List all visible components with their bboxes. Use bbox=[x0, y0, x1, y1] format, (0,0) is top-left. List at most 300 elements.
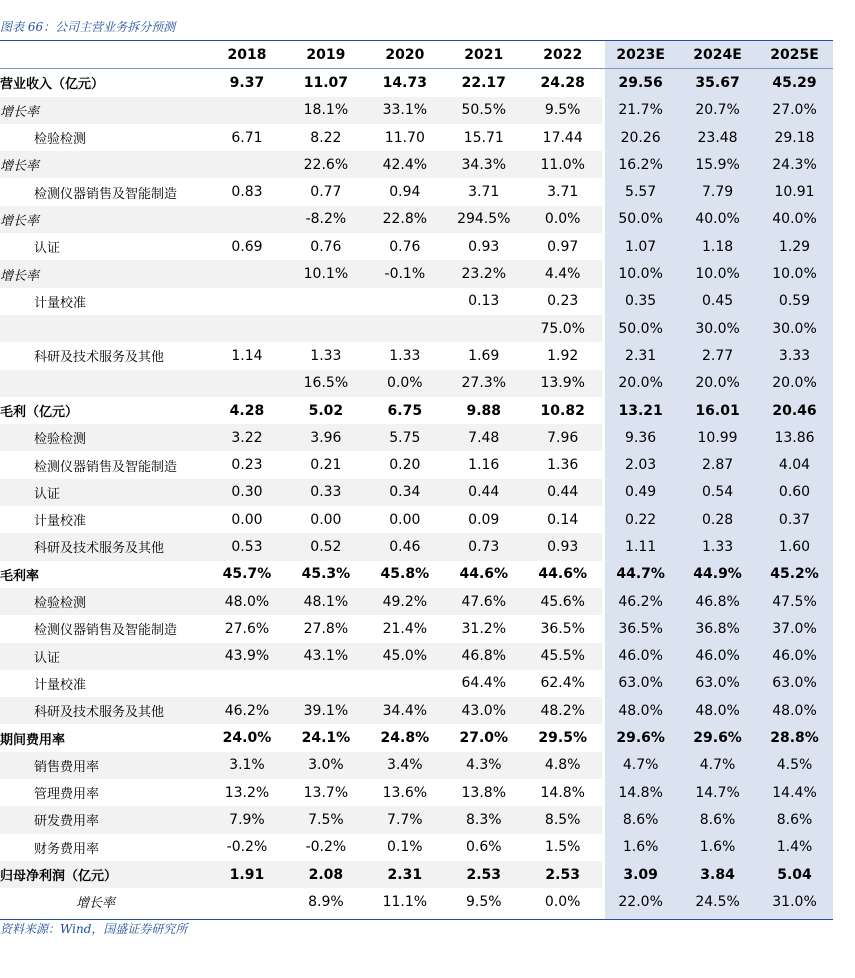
source-note: 资料来源：Wind，国盛证券研究所 bbox=[0, 922, 188, 936]
value-cell: -0.2% bbox=[226, 839, 268, 856]
value-cell: 35.67 bbox=[695, 74, 740, 91]
value-cell: 10.91 bbox=[774, 184, 815, 201]
value-cell: 1.07 bbox=[625, 238, 657, 255]
value-cell: 13.2% bbox=[224, 784, 270, 801]
table-row bbox=[0, 479, 833, 506]
value-cell: 20.7% bbox=[695, 102, 740, 119]
value-cell: 14.4% bbox=[772, 784, 817, 801]
value-cell bbox=[207, 206, 286, 233]
value-cell: 1.18 bbox=[701, 238, 734, 255]
value-cell: 31.2% bbox=[461, 620, 506, 637]
table-row bbox=[0, 451, 833, 478]
value-cell: 24.28 bbox=[540, 74, 585, 91]
value-cell: 13.21 bbox=[618, 402, 663, 419]
value-cell: 50.0% bbox=[618, 211, 663, 228]
value-cell: 1.33 bbox=[310, 347, 342, 364]
value-cell: 5.57 bbox=[625, 184, 657, 201]
value-cell: 33.1% bbox=[365, 97, 444, 124]
row-label: 增长率 bbox=[0, 206, 207, 233]
value-cell: 1.33 bbox=[701, 538, 734, 555]
value-cell: 7.48 bbox=[444, 424, 523, 451]
value-cell: 0.97 bbox=[547, 238, 579, 255]
value-cell: 8.3% bbox=[444, 806, 523, 833]
value-cell: 27.0% bbox=[772, 102, 817, 119]
value-cell: 2.08 bbox=[286, 861, 365, 888]
value-cell: -0.2% bbox=[305, 839, 347, 856]
value-cell: 1.36 bbox=[547, 457, 579, 474]
value-cell: 1.5% bbox=[544, 839, 581, 856]
value-cell: 15.71 bbox=[463, 129, 504, 146]
value-cell bbox=[207, 260, 286, 287]
value-cell: 5.75 bbox=[365, 424, 444, 451]
value-cell: 4.4% bbox=[523, 260, 602, 287]
table-row bbox=[0, 752, 833, 779]
value-cell: 0.94 bbox=[389, 184, 421, 201]
value-cell: 29.56 bbox=[618, 74, 663, 91]
value-cell: 39.1% bbox=[286, 697, 365, 724]
value-cell: 46.8% bbox=[444, 643, 523, 670]
value-cell: 9.36 bbox=[625, 429, 657, 446]
value-cell: 23.48 bbox=[697, 129, 738, 146]
value-cell: 3.0% bbox=[286, 752, 365, 779]
row-label: 财务费用率 bbox=[34, 841, 100, 857]
header-cell: 2018 bbox=[207, 41, 286, 69]
value-cell: 5.02 bbox=[308, 402, 344, 419]
value-cell: 36.5% bbox=[618, 620, 663, 637]
value-cell: 34.4% bbox=[365, 697, 444, 724]
value-cell: 4.3% bbox=[444, 752, 523, 779]
value-cell: 24.1% bbox=[301, 730, 351, 747]
value-cell: 16.01 bbox=[695, 402, 740, 419]
value-cell: 7.96 bbox=[523, 424, 602, 451]
row-label: 检验检测 bbox=[0, 588, 207, 615]
table-row bbox=[0, 506, 833, 533]
row-label: 检验检测 bbox=[0, 424, 207, 451]
table-row bbox=[0, 588, 833, 615]
value-cell: 0.76 bbox=[389, 238, 421, 255]
value-cell: 48.0% bbox=[618, 702, 663, 719]
value-cell bbox=[365, 288, 444, 315]
row-label: 计量校准 bbox=[34, 514, 87, 530]
value-cell: 0.00 bbox=[310, 511, 342, 528]
value-cell: 0.44 bbox=[444, 479, 523, 506]
header-cell: 2024E bbox=[679, 41, 756, 69]
value-cell bbox=[365, 315, 444, 342]
value-cell: 0.60 bbox=[778, 484, 811, 501]
row-label: 营业收入（亿元） bbox=[0, 77, 105, 93]
value-cell: 0.35 bbox=[625, 293, 657, 310]
value-cell: 13.7% bbox=[303, 784, 349, 801]
value-cell: 40.0% bbox=[695, 211, 740, 228]
value-cell: 48.1% bbox=[286, 588, 365, 615]
value-cell: 23.2% bbox=[444, 260, 523, 287]
value-cell: 18.1% bbox=[286, 97, 365, 124]
value-cell: 43.0% bbox=[444, 697, 523, 724]
table-row bbox=[0, 342, 833, 369]
value-cell: 1.14 bbox=[231, 347, 263, 364]
value-cell: 0.14 bbox=[547, 511, 579, 528]
value-cell: 14.73 bbox=[382, 74, 427, 91]
value-cell: -8.2% bbox=[286, 206, 365, 233]
table-row bbox=[0, 288, 833, 315]
row-label: 归母净利润（亿元） bbox=[0, 861, 207, 888]
value-cell: 4.5% bbox=[776, 757, 813, 774]
value-cell: 49.2% bbox=[365, 588, 444, 615]
table-row bbox=[0, 315, 833, 342]
value-cell: 29.18 bbox=[774, 129, 815, 146]
value-cell: 0.49 bbox=[625, 484, 657, 501]
value-cell: 62.4% bbox=[540, 675, 585, 692]
header-cell: 2019 bbox=[286, 41, 365, 69]
value-cell: 48.0% bbox=[772, 702, 817, 719]
table-row bbox=[0, 233, 833, 260]
value-cell: 48.0% bbox=[207, 588, 286, 615]
value-cell: 20.0% bbox=[618, 375, 663, 392]
value-cell: 6.75 bbox=[387, 402, 423, 419]
value-cell: 43.1% bbox=[286, 643, 365, 670]
value-cell: 0.22 bbox=[625, 511, 657, 528]
table-row bbox=[0, 424, 833, 451]
row-label bbox=[0, 370, 207, 397]
value-cell: 17.44 bbox=[542, 129, 583, 146]
value-cell: 47.6% bbox=[444, 588, 523, 615]
value-cell: 24.0% bbox=[222, 730, 272, 747]
value-cell: 4.04 bbox=[778, 457, 811, 474]
value-cell: 45.6% bbox=[523, 588, 602, 615]
value-cell: 46.2% bbox=[207, 697, 286, 724]
value-cell: 0.00 bbox=[231, 511, 263, 528]
value-cell: 27.8% bbox=[303, 620, 349, 637]
value-cell: 31.0% bbox=[772, 893, 817, 910]
value-cell: 4.28 bbox=[229, 402, 265, 419]
header-cell: 2025E bbox=[756, 41, 833, 69]
value-cell: 0.0% bbox=[365, 370, 444, 397]
row-label: 科研及技术服务及其他 bbox=[0, 533, 207, 560]
table-row bbox=[0, 370, 833, 397]
table-row bbox=[0, 670, 833, 697]
table-row bbox=[0, 724, 833, 751]
table-row bbox=[0, 178, 833, 205]
value-cell: 42.4% bbox=[365, 151, 444, 178]
value-cell: 45.3% bbox=[301, 566, 351, 583]
value-cell: 8.9% bbox=[308, 893, 344, 910]
value-cell: 13.6% bbox=[382, 784, 428, 801]
value-cell: 3.96 bbox=[286, 424, 365, 451]
value-cell: 45.2% bbox=[770, 566, 819, 583]
row-label: 毛利（亿元） bbox=[0, 405, 79, 420]
value-cell bbox=[365, 670, 444, 697]
header-cell: 2022 bbox=[523, 41, 602, 69]
value-cell bbox=[444, 315, 523, 342]
header-cell bbox=[0, 41, 207, 69]
row-label bbox=[0, 315, 207, 342]
value-cell: 3.71 bbox=[468, 184, 500, 201]
value-cell: 0.83 bbox=[231, 184, 263, 201]
value-cell: 45.7% bbox=[222, 566, 272, 583]
value-cell: 1.11 bbox=[625, 538, 657, 555]
value-cell: 44.6% bbox=[459, 566, 509, 583]
value-cell: 0.34 bbox=[365, 479, 444, 506]
value-cell: 22.8% bbox=[365, 206, 444, 233]
value-cell: 0.00 bbox=[389, 511, 421, 528]
value-cell: 3.33 bbox=[778, 347, 811, 364]
value-cell: 13.9% bbox=[523, 370, 602, 397]
value-cell bbox=[286, 315, 365, 342]
value-cell: 0.76 bbox=[310, 238, 342, 255]
value-cell: 50.5% bbox=[444, 97, 523, 124]
value-cell: 14.8% bbox=[618, 784, 663, 801]
value-cell: 9.5% bbox=[465, 893, 502, 910]
value-cell: 0.52 bbox=[286, 533, 365, 560]
row-label: 检测仪器销售及智能制造 bbox=[34, 459, 178, 475]
value-cell: 3.71 bbox=[547, 184, 579, 201]
value-cell: 45.5% bbox=[523, 643, 602, 670]
table-row bbox=[0, 397, 833, 424]
table-row bbox=[0, 615, 833, 642]
value-cell: 1.60 bbox=[778, 538, 811, 555]
value-cell: 0.54 bbox=[701, 484, 734, 501]
value-cell: 48.2% bbox=[523, 697, 602, 724]
value-cell bbox=[207, 670, 286, 697]
value-cell: 22.17 bbox=[461, 74, 506, 91]
table-row bbox=[0, 861, 833, 888]
value-cell: 63.0% bbox=[695, 675, 740, 692]
value-cell: -0.1% bbox=[365, 260, 444, 287]
value-cell: 0.23 bbox=[547, 293, 579, 310]
table-row bbox=[0, 806, 833, 833]
value-cell: 7.79 bbox=[701, 184, 734, 201]
row-label: 研发费用率 bbox=[0, 806, 207, 833]
value-cell: 9.37 bbox=[229, 74, 265, 91]
value-cell bbox=[207, 315, 286, 342]
value-cell: 14.8% bbox=[540, 784, 585, 801]
value-cell: 22.0% bbox=[618, 893, 663, 910]
value-cell: 10.99 bbox=[697, 429, 738, 446]
value-cell bbox=[207, 888, 286, 915]
value-cell: 11.70 bbox=[384, 129, 425, 146]
value-cell: 10.0% bbox=[618, 266, 663, 283]
value-cell: 2.87 bbox=[701, 457, 734, 474]
value-cell: 0.0% bbox=[523, 206, 602, 233]
value-cell: 0.6% bbox=[465, 839, 502, 856]
row-label: 管理费用率 bbox=[34, 787, 100, 803]
value-cell: 24.3% bbox=[772, 156, 817, 173]
header-cell: 2023E bbox=[602, 41, 679, 69]
value-cell: 0.0% bbox=[544, 893, 581, 910]
value-cell: 3.22 bbox=[207, 424, 286, 451]
value-cell: 3.1% bbox=[207, 752, 286, 779]
value-cell: 44.9% bbox=[693, 566, 742, 583]
value-cell bbox=[286, 670, 365, 697]
value-cell: 2.77 bbox=[701, 347, 734, 364]
value-cell: 294.5% bbox=[444, 206, 523, 233]
value-cell: 0.77 bbox=[310, 184, 342, 201]
value-cell: 0.73 bbox=[444, 533, 523, 560]
value-cell: 7.5% bbox=[286, 806, 365, 833]
value-cell: 4.7% bbox=[699, 757, 736, 774]
value-cell: 46.0% bbox=[695, 648, 740, 665]
value-cell: 43.9% bbox=[207, 643, 286, 670]
value-cell: 7.9% bbox=[207, 806, 286, 833]
value-cell: 10.0% bbox=[772, 266, 817, 283]
value-cell: 4.7% bbox=[622, 757, 659, 774]
value-cell: 10.82 bbox=[540, 402, 585, 419]
value-cell: 0.69 bbox=[231, 238, 263, 255]
value-cell: 8.5% bbox=[523, 806, 602, 833]
value-cell: 1.29 bbox=[778, 238, 811, 255]
value-cell: 0.59 bbox=[778, 293, 811, 310]
table-body bbox=[0, 69, 833, 916]
value-cell: 10.0% bbox=[695, 266, 740, 283]
row-label: 认证 bbox=[34, 241, 61, 257]
value-cell: 5.04 bbox=[777, 866, 812, 883]
table-row bbox=[0, 533, 833, 560]
value-cell: 21.7% bbox=[618, 102, 663, 119]
table-row bbox=[0, 124, 833, 151]
value-cell: 0.30 bbox=[207, 479, 286, 506]
value-cell: 16.2% bbox=[618, 156, 663, 173]
value-cell: 1.69 bbox=[468, 347, 500, 364]
value-cell: 20.0% bbox=[772, 375, 817, 392]
table-row bbox=[0, 69, 833, 97]
row-label: 科研及技术服务及其他 bbox=[0, 697, 207, 724]
value-cell: 21.4% bbox=[382, 620, 428, 637]
value-cell: 27.0% bbox=[459, 730, 509, 747]
value-cell: 11.1% bbox=[382, 893, 428, 910]
row-label: 增长率 bbox=[76, 896, 116, 912]
value-cell: 44.6% bbox=[538, 566, 587, 583]
value-cell: 13.8% bbox=[461, 784, 506, 801]
value-cell: 45.29 bbox=[772, 74, 817, 91]
value-cell: 1.16 bbox=[468, 457, 500, 474]
value-cell: 0.20 bbox=[389, 457, 421, 474]
value-cell bbox=[286, 288, 365, 315]
value-cell: 0.46 bbox=[365, 533, 444, 560]
value-cell: 1.6% bbox=[699, 839, 736, 856]
value-cell: 8.6% bbox=[622, 811, 659, 828]
value-cell: 36.8% bbox=[695, 620, 740, 637]
header-cell: 2021 bbox=[444, 41, 523, 69]
value-cell: 0.45 bbox=[701, 293, 734, 310]
figure-caption: 图表 66：公司主营业务拆分预测 bbox=[0, 20, 176, 34]
value-cell: 30.0% bbox=[695, 320, 740, 337]
value-cell bbox=[207, 151, 286, 178]
value-cell: 0.23 bbox=[231, 457, 263, 474]
value-cell: 10.1% bbox=[286, 260, 365, 287]
table-header-row bbox=[0, 41, 833, 69]
value-cell: 45.8% bbox=[380, 566, 430, 583]
value-cell bbox=[207, 288, 286, 315]
value-cell: 2.31 bbox=[625, 347, 657, 364]
value-cell: 24.8% bbox=[380, 730, 430, 747]
value-cell: 46.0% bbox=[618, 648, 663, 665]
table-row bbox=[0, 779, 833, 806]
value-cell: 0.37 bbox=[778, 511, 811, 528]
row-label: 增长率 bbox=[0, 260, 207, 287]
value-cell: 47.5% bbox=[772, 593, 817, 610]
value-cell: 48.0% bbox=[695, 702, 740, 719]
row-label: 检测仪器销售及智能制造 bbox=[34, 186, 178, 202]
value-cell: 20.0% bbox=[695, 375, 740, 392]
value-cell: 2.03 bbox=[625, 457, 657, 474]
value-cell: 0.09 bbox=[468, 511, 500, 528]
row-label: 毛利率 bbox=[0, 568, 40, 584]
value-cell: 20.26 bbox=[620, 129, 661, 146]
value-cell: 0.93 bbox=[523, 533, 602, 560]
value-cell: 36.5% bbox=[540, 620, 585, 637]
row-label: 认证 bbox=[0, 479, 207, 506]
value-cell: 1.91 bbox=[207, 861, 286, 888]
table-row bbox=[0, 206, 833, 233]
value-cell: 29.6% bbox=[693, 730, 742, 747]
row-label: 增长率 bbox=[0, 97, 207, 124]
value-cell: 0.93 bbox=[468, 238, 500, 255]
value-cell: 3.09 bbox=[623, 866, 658, 883]
value-cell: 0.28 bbox=[701, 511, 734, 528]
value-cell: 46.2% bbox=[618, 593, 663, 610]
value-cell: 8.6% bbox=[699, 811, 736, 828]
value-cell: 3.4% bbox=[365, 752, 444, 779]
value-cell: 46.0% bbox=[772, 648, 817, 665]
value-cell: 0.44 bbox=[523, 479, 602, 506]
value-cell: 29.5% bbox=[538, 730, 587, 747]
value-cell: 16.5% bbox=[286, 370, 365, 397]
table-row bbox=[0, 697, 833, 724]
value-cell: 9.5% bbox=[523, 97, 602, 124]
row-label: 增长率 bbox=[0, 151, 207, 178]
value-cell: 27.6% bbox=[224, 620, 270, 637]
value-cell: 30.0% bbox=[772, 320, 817, 337]
value-cell: 0.21 bbox=[310, 457, 342, 474]
value-cell: 9.88 bbox=[466, 402, 502, 419]
header-cell: 2020 bbox=[365, 41, 444, 69]
value-cell: 7.7% bbox=[365, 806, 444, 833]
value-cell: 4.8% bbox=[523, 752, 602, 779]
row-label: 检测仪器销售及智能制造 bbox=[34, 623, 178, 639]
value-cell: 44.7% bbox=[616, 566, 665, 583]
value-cell: 15.9% bbox=[695, 156, 740, 173]
row-label: 计量校准 bbox=[34, 295, 87, 311]
value-cell: 1.4% bbox=[776, 839, 813, 856]
table-row bbox=[0, 97, 833, 124]
value-cell: 1.92 bbox=[547, 347, 579, 364]
value-cell: 24.5% bbox=[695, 893, 740, 910]
value-cell: 8.22 bbox=[310, 129, 342, 146]
value-cell: 2.53 bbox=[444, 861, 523, 888]
value-cell: 11.0% bbox=[523, 151, 602, 178]
value-cell: 8.6% bbox=[776, 811, 813, 828]
value-cell: 45.0% bbox=[365, 643, 444, 670]
value-cell: 0.13 bbox=[468, 293, 500, 310]
value-cell: 20.46 bbox=[772, 402, 817, 419]
value-cell: 0.33 bbox=[286, 479, 365, 506]
table-row bbox=[0, 834, 833, 861]
table-row bbox=[0, 888, 833, 915]
value-cell bbox=[207, 370, 286, 397]
row-label: 科研及技术服务及其他 bbox=[34, 350, 165, 366]
value-cell: 1.6% bbox=[622, 839, 659, 856]
value-cell: 63.0% bbox=[772, 675, 817, 692]
row-label: 销售费用率 bbox=[0, 752, 207, 779]
row-label: 检验检测 bbox=[34, 132, 87, 148]
table-row bbox=[0, 151, 833, 178]
value-cell: 46.8% bbox=[695, 593, 740, 610]
row-label: 认证 bbox=[0, 643, 207, 670]
row-label: 期间费用率 bbox=[0, 732, 66, 748]
value-cell bbox=[207, 97, 286, 124]
table-row bbox=[0, 643, 833, 670]
value-cell: 0.53 bbox=[207, 533, 286, 560]
